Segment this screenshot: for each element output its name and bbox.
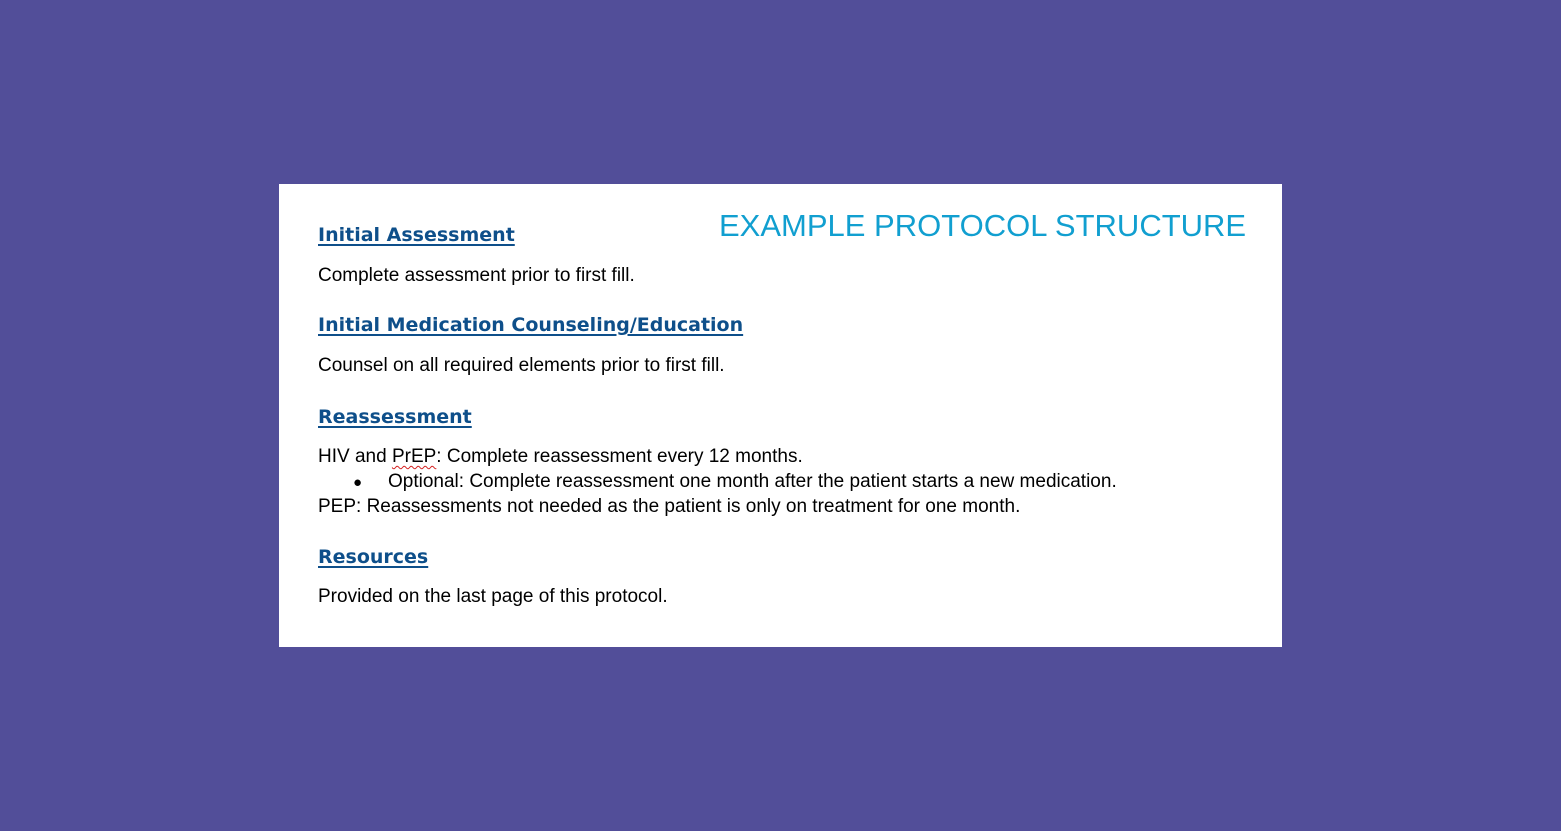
initial-assessment-heading: Initial Assessment — [318, 224, 515, 246]
banner-title: EXAMPLE PROTOCOL STRUCTURE — [719, 208, 1247, 243]
resources-heading: Resources — [318, 546, 429, 568]
reassessment-bullet-item — [353, 470, 1117, 495]
reassessment-bullet-text: Optional: Complete reassessment one month after the patient starts a new medication. — [388, 471, 1117, 492]
reassessment-line-prefix: HIV and — [318, 446, 392, 467]
initial-counseling-text: Counsel on all required elements prior to first fill. — [318, 355, 725, 376]
bullet-icon: ● — [353, 474, 363, 491]
spellcheck-flagged-word: PrEP — [391, 446, 437, 467]
reassessment-line-suffix: : Complete reassessment every 12 months. — [436, 446, 803, 467]
initial-assessment-text: Complete assessment prior to first fill. — [318, 265, 635, 286]
reassessment-heading: Reassessment — [318, 406, 472, 428]
initial-counseling-heading: Initial Medication Counseling/Education — [318, 314, 744, 336]
resources-text: Provided on the last page of this protocol. — [318, 586, 668, 607]
protocol-document — [279, 184, 1282, 647]
reassessment-line-pep: PEP: Reassessments not needed as the patient is only on treatment for one month. — [318, 496, 1021, 517]
reassessment-line-hiv-prep — [318, 445, 803, 469]
